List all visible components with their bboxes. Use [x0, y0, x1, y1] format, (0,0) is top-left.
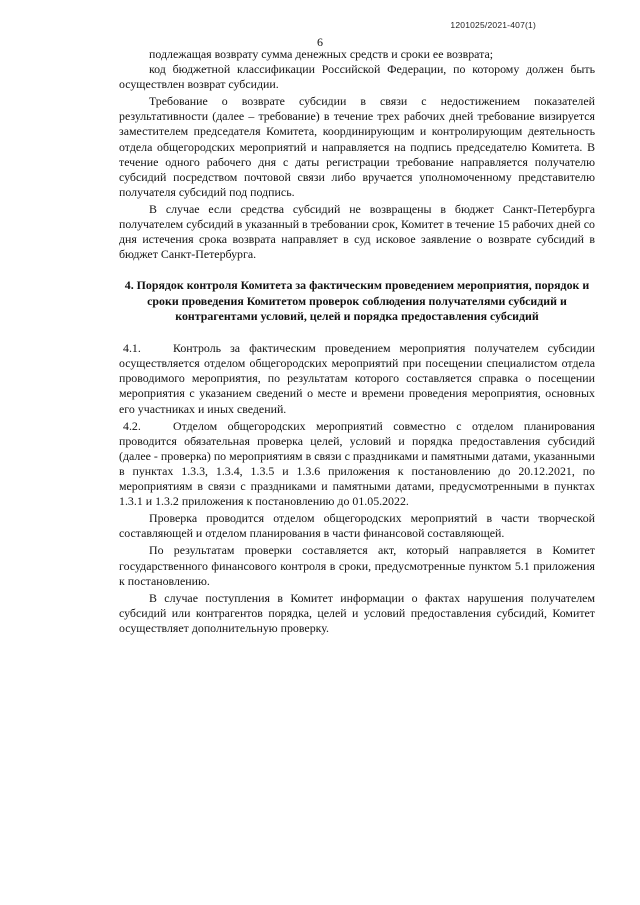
- paragraph: Проверка проводится отделом общегородских мероприятий в части творческой составляющей и отделом планирования в части финансовой составляющей.: [119, 511, 595, 541]
- document-number: 1201025/2021-407(1): [450, 20, 536, 30]
- item-number: 4.2.: [123, 418, 141, 433]
- numbered-item: [119, 419, 595, 510]
- paragraph: код бюджетной классификации Российской Федерации, по которому должен быть осуществлен возврат субсидии.: [119, 62, 595, 92]
- item-text: Контроль за фактическим проведением мероприятия получателем субсидии осуществляется отделом общегородских мероприятий при посещении специалистом отдела проводимого мероприятия, по результатам которого составляется справка о посещении мероприятия с указанием сведений о месте и времени проведения мероприятия, основных его участниках и иных сведений.: [119, 341, 595, 416]
- item-text: Отделом общегородских мероприятий совместно с отделом планирования проводится обязательная проверка целей, условий и порядка предоставления субсидий (далее - проверка) по мероприятиям в связи с праздниками и памятными датами, указанными в пунктах 1.3.3, 1.3.4, 1.3.5 и 1.3.6 приложения к постановлению до 20.12.2021, по мероприятиям в связи с праздниками и памятными датами, предусмотренными в пунктах 1.3.1 и 1.3.2 приложения к постановлению до 01.05.2022.: [119, 418, 595, 509]
- paragraph: В случае поступления в Комитет информации о фактах нарушения получателем субсидий или контрагентов порядка, целей и условий предоставления субсидий, Комитет осуществляет дополнительную проверку.: [119, 590, 595, 635]
- paragraph: По результатам проверки составляется акт, который направляется в Комитет государственного финансового контроля в сроки, предусмотренные пунктом 5.1 приложения к постановлению.: [119, 543, 595, 588]
- item-number: 4.1.: [123, 341, 141, 356]
- section-heading: 4. Порядок контроля Комитета за фактическим проведением мероприятия, порядок и сроки проведения Комитетом проверок соблюдения получателями субсидий и контрагентами условий, целей и порядка предоставления субсидий: [124, 278, 590, 323]
- page-number: 6: [317, 35, 323, 49]
- paragraph: Требование о возврате субсидии в связи с недостижением показателей результативности (далее – требование) в течение трех рабочих дней требование визируется заместителем председателя Комитета, координирующим и контролирующим деятельность отдела общегородских мероприятий и направляется на подпись председателю Комитета. В течение одного рабочего дня с даты регистрации требование направляется получателю субсидий посредством почтовой связи либо вручается уполномоченному представителю получателя субсидий под подпись.: [119, 94, 595, 199]
- document-body: [119, 47, 595, 636]
- paragraph: подлежащая возврату сумма денежных средств и сроки ее возврата;: [149, 47, 494, 61]
- numbered-item: [119, 341, 595, 416]
- paragraph: В случае если средства субсидий не возвращены в бюджет Санкт-Петербурга получателем субсидий в указанный в требовании срок, Комитет в течение 15 рабочих дней со дня истечения срока возврата направляет в суд исковое заявление о возврате субсидий в бюджет Санкт-Петербурга.: [119, 201, 595, 262]
